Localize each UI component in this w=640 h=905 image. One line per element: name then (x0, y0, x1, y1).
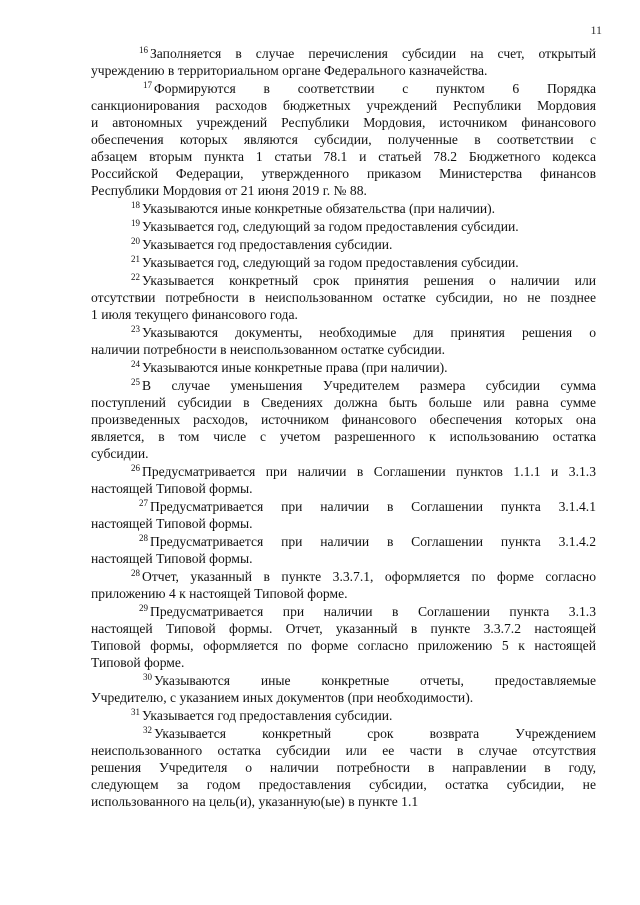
footnote-text: Отчет, указанный в пункте 3.3.7.1, оформляется по форме согласно (142, 569, 596, 584)
footnote-32 (91, 725, 596, 810)
footnote-line (91, 689, 596, 706)
footnote-text: Указываются иные конкретные отчеты, предоставляемые (154, 673, 596, 688)
footnote-text: Указывается год, следующий за годом предоставления субсидии. (142, 255, 519, 270)
footnote-line (91, 463, 596, 480)
footnote-23 (91, 324, 596, 358)
footnote-text: Предусматривается при наличии в Соглашении пунктов 1.1.1 и 3.1.3 (142, 464, 596, 479)
footnote-line (91, 218, 596, 235)
footnote-number: 24 (131, 359, 140, 369)
footnote-text: Заполняется в случае перечисления субсидии на счет, открытый (150, 46, 596, 61)
footnote-number: 22 (131, 272, 140, 282)
footnote-28 (91, 568, 596, 602)
footnote-19 (91, 218, 596, 235)
footnote-number: 21 (131, 254, 140, 264)
footnote-text: настоящей Типовой формы. (91, 551, 253, 566)
footnote-line (91, 759, 596, 776)
footnote-text: Указывается конкретный срок возврата Учреждением (154, 726, 596, 741)
footnote-line (91, 45, 596, 62)
footnote-text: и автономных учреждений Республики Мордовия, источником финансового (91, 115, 596, 130)
footnote-number: 19 (131, 218, 140, 228)
footnote-text: поступлений субсидии в Сведениях должна быть больше или равна сумме (91, 395, 596, 410)
footnote-20 (91, 236, 596, 253)
footnote-24 (91, 359, 596, 376)
footnote-line (91, 515, 596, 532)
footnote-31 (91, 707, 596, 724)
footnote-text: Указывается год предоставления субсидии. (142, 708, 393, 723)
footnote-text: субсидии. (91, 446, 149, 461)
footnote-line (91, 568, 596, 585)
footnote-text: настоящей Типовой формы. (91, 481, 253, 496)
footnote-line (91, 289, 596, 306)
footnote-line (91, 200, 596, 217)
footnote-text: использованного на цель(и), указанную(ые) в пункте 1.1 (91, 794, 419, 809)
footnote-18 (91, 200, 596, 217)
footnote-text: Указывается год предоставления субсидии. (142, 237, 393, 252)
footnote-number: 23 (131, 324, 140, 334)
footnote-number: 32 (143, 725, 152, 735)
footnote-number: 28 (131, 568, 140, 578)
footnote-line (91, 306, 596, 323)
footnote-text: неиспользованного остатка субсидии или ее части в случае отсутствия (91, 743, 596, 758)
footnote-text: настоящей Типовой формы. (91, 516, 253, 531)
footnote-22 (91, 272, 596, 323)
footnote-line (91, 428, 596, 445)
footnote-text: абзацем вторым пункта 1 статьи 78.1 и статьей 78.2 Бюджетного кодекса (91, 149, 596, 164)
footnote-line (91, 394, 596, 411)
footnote-line (91, 445, 596, 462)
footnote-number: 25 (131, 377, 140, 387)
footnote-line (91, 62, 596, 79)
footnote-25 (91, 377, 596, 462)
footnote-text: санкционирования расходов бюджетных учреждений Республики Мордовия (91, 98, 596, 113)
footnote-text: Предусматривается при наличии в Соглашении пункта 3.1.4.2 (150, 534, 596, 549)
footnote-text: приложению 4 к настоящей Типовой форме. (91, 586, 348, 601)
footnote-text: В случае уменьшения Учредителем размера субсидии сумма (142, 378, 596, 393)
footnote-line (91, 533, 596, 550)
footnote-line (91, 236, 596, 253)
footnote-line (91, 725, 596, 742)
footnote-text: наличии потребности в неиспользованном остатке субсидии. (91, 342, 445, 357)
footnote-line (91, 480, 596, 497)
footnote-text: 1 июля текущего финансового года. (91, 307, 298, 322)
footnote-26 (91, 463, 596, 497)
footnote-line (91, 114, 596, 131)
footnote-number: 28 (139, 533, 148, 543)
footnote-text: Формируются в соответствии с пунктом 6 Порядка (154, 81, 596, 96)
footnote-line (91, 165, 596, 182)
footnote-line (91, 272, 596, 289)
footnote-line (91, 707, 596, 724)
footnote-number: 16 (139, 45, 148, 55)
footnote-line (91, 80, 596, 97)
footnote-number: 20 (131, 236, 140, 246)
footnote-number: 30 (143, 672, 152, 682)
footnote-line (91, 742, 596, 759)
footnote-number: 31 (131, 707, 140, 717)
footnote-line (91, 341, 596, 358)
footnote-line (91, 359, 596, 376)
footnote-line (91, 550, 596, 567)
footnote-line (91, 498, 596, 515)
footnote-line (91, 131, 596, 148)
footnote-text: Указываются иные конкретные права (при наличии). (142, 360, 448, 375)
footnote-number: 27 (139, 498, 148, 508)
footnote-30 (91, 672, 596, 706)
footnote-text: отсутствии потребности в неиспользованном остатке субсидии, но не позднее (91, 290, 596, 305)
footnote-text: обеспечения которых являются субсидии, полученные в соответствии с (91, 132, 596, 147)
footnote-21 (91, 254, 596, 271)
footnote-27 (91, 498, 596, 532)
footnote-text: Указываются документы, необходимые для принятия решения о (142, 325, 596, 340)
footnote-text: Предусматривается при наличии в Соглашении пункта 3.1.3 (150, 604, 596, 619)
footnote-line (91, 672, 596, 689)
footnote-text: Российской Федерации, утвержденного приказом Министерства финансов (91, 166, 596, 181)
footnotes-body (91, 45, 596, 811)
footnote-text: является, в том числе с учетом разрешенного к использованию остатка (91, 429, 596, 444)
footnote-line (91, 654, 596, 671)
footnote-text: Учредителю, с указанием иных документов (при необходимости). (91, 690, 474, 705)
footnote-number: 17 (143, 80, 152, 90)
footnote-29 (91, 603, 596, 671)
footnote-line (91, 585, 596, 602)
footnote-text: Указываются иные конкретные обязательства (при наличии). (142, 201, 496, 216)
page-number: 11 (590, 23, 602, 37)
footnote-line (91, 324, 596, 341)
footnote-text: настоящей Типовой формы. Отчет, указанный в пункте 3.3.7.2 настоящей (91, 621, 596, 636)
footnote-text: учреждению в территориальном органе Федерального казначейства. (91, 63, 488, 78)
footnote-number: 26 (131, 463, 140, 473)
footnote-28 (91, 533, 596, 567)
footnote-line (91, 411, 596, 428)
footnote-number: 29 (139, 603, 148, 613)
footnote-line (91, 182, 596, 199)
footnote-line (91, 637, 596, 654)
footnote-text: решения Учредителя о наличии потребности в направлении в году, (91, 760, 596, 775)
footnote-text: Предусматривается при наличии в Соглашении пункта 3.1.4.1 (150, 499, 596, 514)
footnote-line (91, 793, 596, 810)
footnote-16 (91, 45, 596, 79)
footnote-line (91, 603, 596, 620)
footnote-line (91, 620, 596, 637)
footnote-text: Указывается конкретный срок принятия решения о наличии или (142, 273, 596, 288)
footnote-text: Указывается год, следующий за годом предоставления субсидии. (142, 219, 519, 234)
footnote-text: Типовой формы, оформляется по форме согласно приложению 5 к настоящей (91, 638, 596, 653)
footnote-number: 18 (131, 200, 140, 210)
footnote-line (91, 254, 596, 271)
footnote-line (91, 97, 596, 114)
footnote-text: Типовой форме. (91, 655, 185, 670)
footnote-text: Республики Мордовия от 21 июня 2019 г. № 88. (91, 183, 367, 198)
footnote-line (91, 148, 596, 165)
footnote-line (91, 377, 596, 394)
footnote-text: произведенных расходов, источником финансового обеспечения которых она (91, 412, 596, 427)
footnote-17 (91, 80, 596, 199)
footnote-line (91, 776, 596, 793)
footnote-text: следующем за годом предоставления субсидии, остатка субсидии, не (91, 777, 596, 792)
